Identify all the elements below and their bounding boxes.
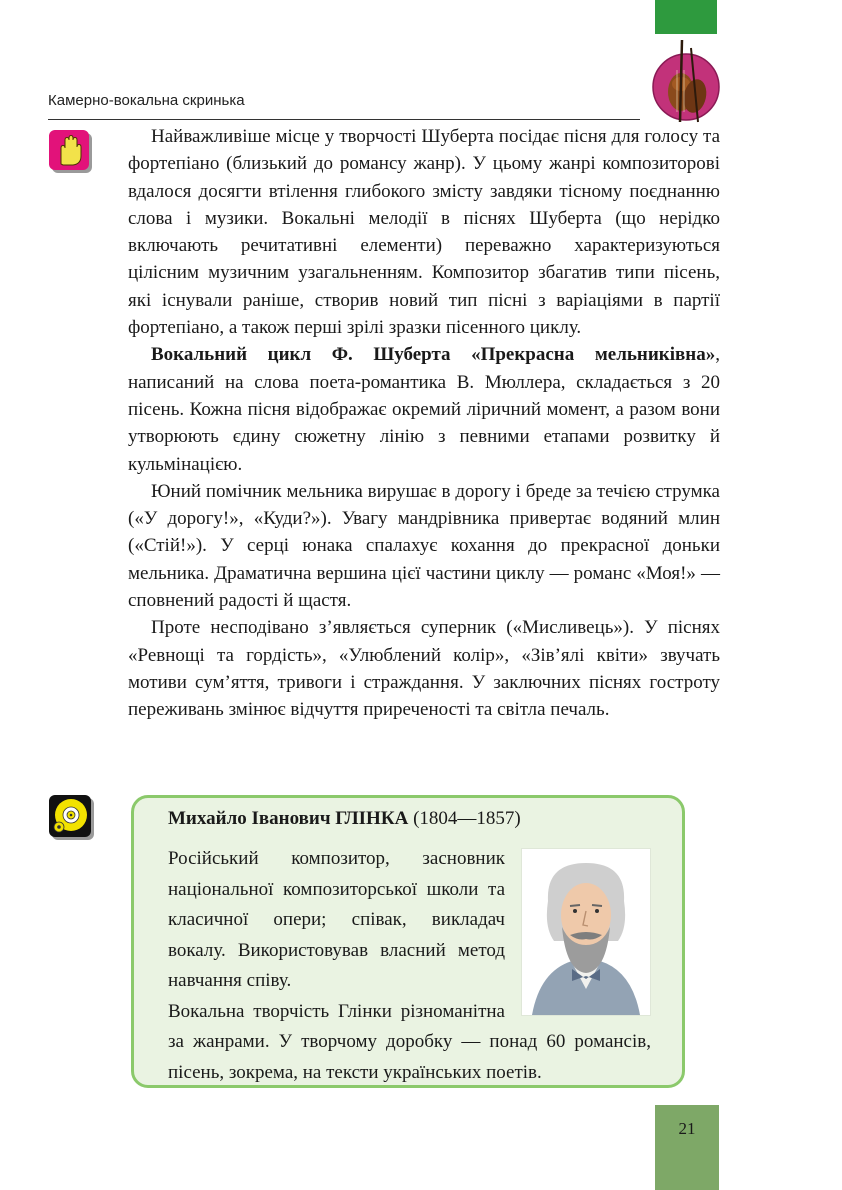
violin-badge-icon [651, 40, 721, 125]
composer-portrait [521, 848, 651, 1016]
page-number: 21 [678, 1119, 696, 1138]
biography-box [131, 795, 685, 1088]
biography-title [168, 808, 521, 830]
biography-text: Російський композитор, засновник національної композиторської школи та класичної опери; співак, викладач вокалу. Використовував власний метод навчання співу. [168, 848, 505, 991]
paragraph: Юний помічник мельника вирушає в дорогу і бреде за течією струмка («У дорогу!», «Куди?»). Увагу мандрівника привертає водяний млин («Стій!»). У серці юнака спалахує кохання до прекрасної доньки мельника. Драматична вершина цієї частини циклу — романс «Моя!» — сповнений радості й щастя. [128, 480, 720, 612]
main-text [128, 123, 720, 724]
paragraph: Найважливіше місце у творчості Шуберта посідає пісня для голосу та фортепіано (близький до романсу жанр). У цьому жанрі композиторові вдалося досягти втілення глибокого змісту завдяки тісному поєднанню слова і музики. Вокальні мелодії в піснях Шуберта (що нерідко включають речитативні елементи) переважно характеризуються цілісним музичним узагальненням. Композитор збагатив типи пісень, які існували раніше, створив новий тип пісні з варіаціями в партії фортепіано, а також перші зрілі зразки пісенного циклу. [128, 126, 720, 339]
page-number-tab [655, 1105, 719, 1190]
composer-years: (1804—1857) [413, 808, 521, 829]
cycle-title: Вокальний цикл Ф. Шуберта «Прекрасна мельниківна» [151, 344, 716, 366]
biography-text: Вокальна творчість Глінки різноманітна за жанрами. У творчому доробку — понад 60 романсів, пісень, зокрема, на тексти українських поетів. [168, 1000, 651, 1083]
stop-hand-icon [49, 130, 93, 174]
top-color-tab [655, 0, 717, 34]
header-divider [48, 119, 640, 120]
running-head: Камерно-вокальна скринька [48, 92, 245, 109]
composer-name: Михайло Іванович ГЛІНКА [168, 808, 409, 829]
paragraph: Вокальний цикл Ф. Шуберта «Прекрасна мельниківна», написаний на слова поета-романтика В. Мюллера, складається з 20 пісень. Кожна пісня відображає окремий ліричний момент, а разом вони утворюють єдину сюжетну лінію з певними етапами розвитку й кульмінацією. [128, 344, 720, 475]
paragraph: Проте несподівано з’являється суперник («Мисливець»). У піснях «Ревнощі та гордість», «Улюблений колір», «Зів’ялі квіти» звучать мотиви сум’яття, тривоги і страждання. У заключних піснях гостроту переживань змінює відчуття приреченості та світла печаль. [128, 617, 720, 721]
biography-body [168, 844, 651, 1088]
music-disc-icon [49, 795, 95, 841]
